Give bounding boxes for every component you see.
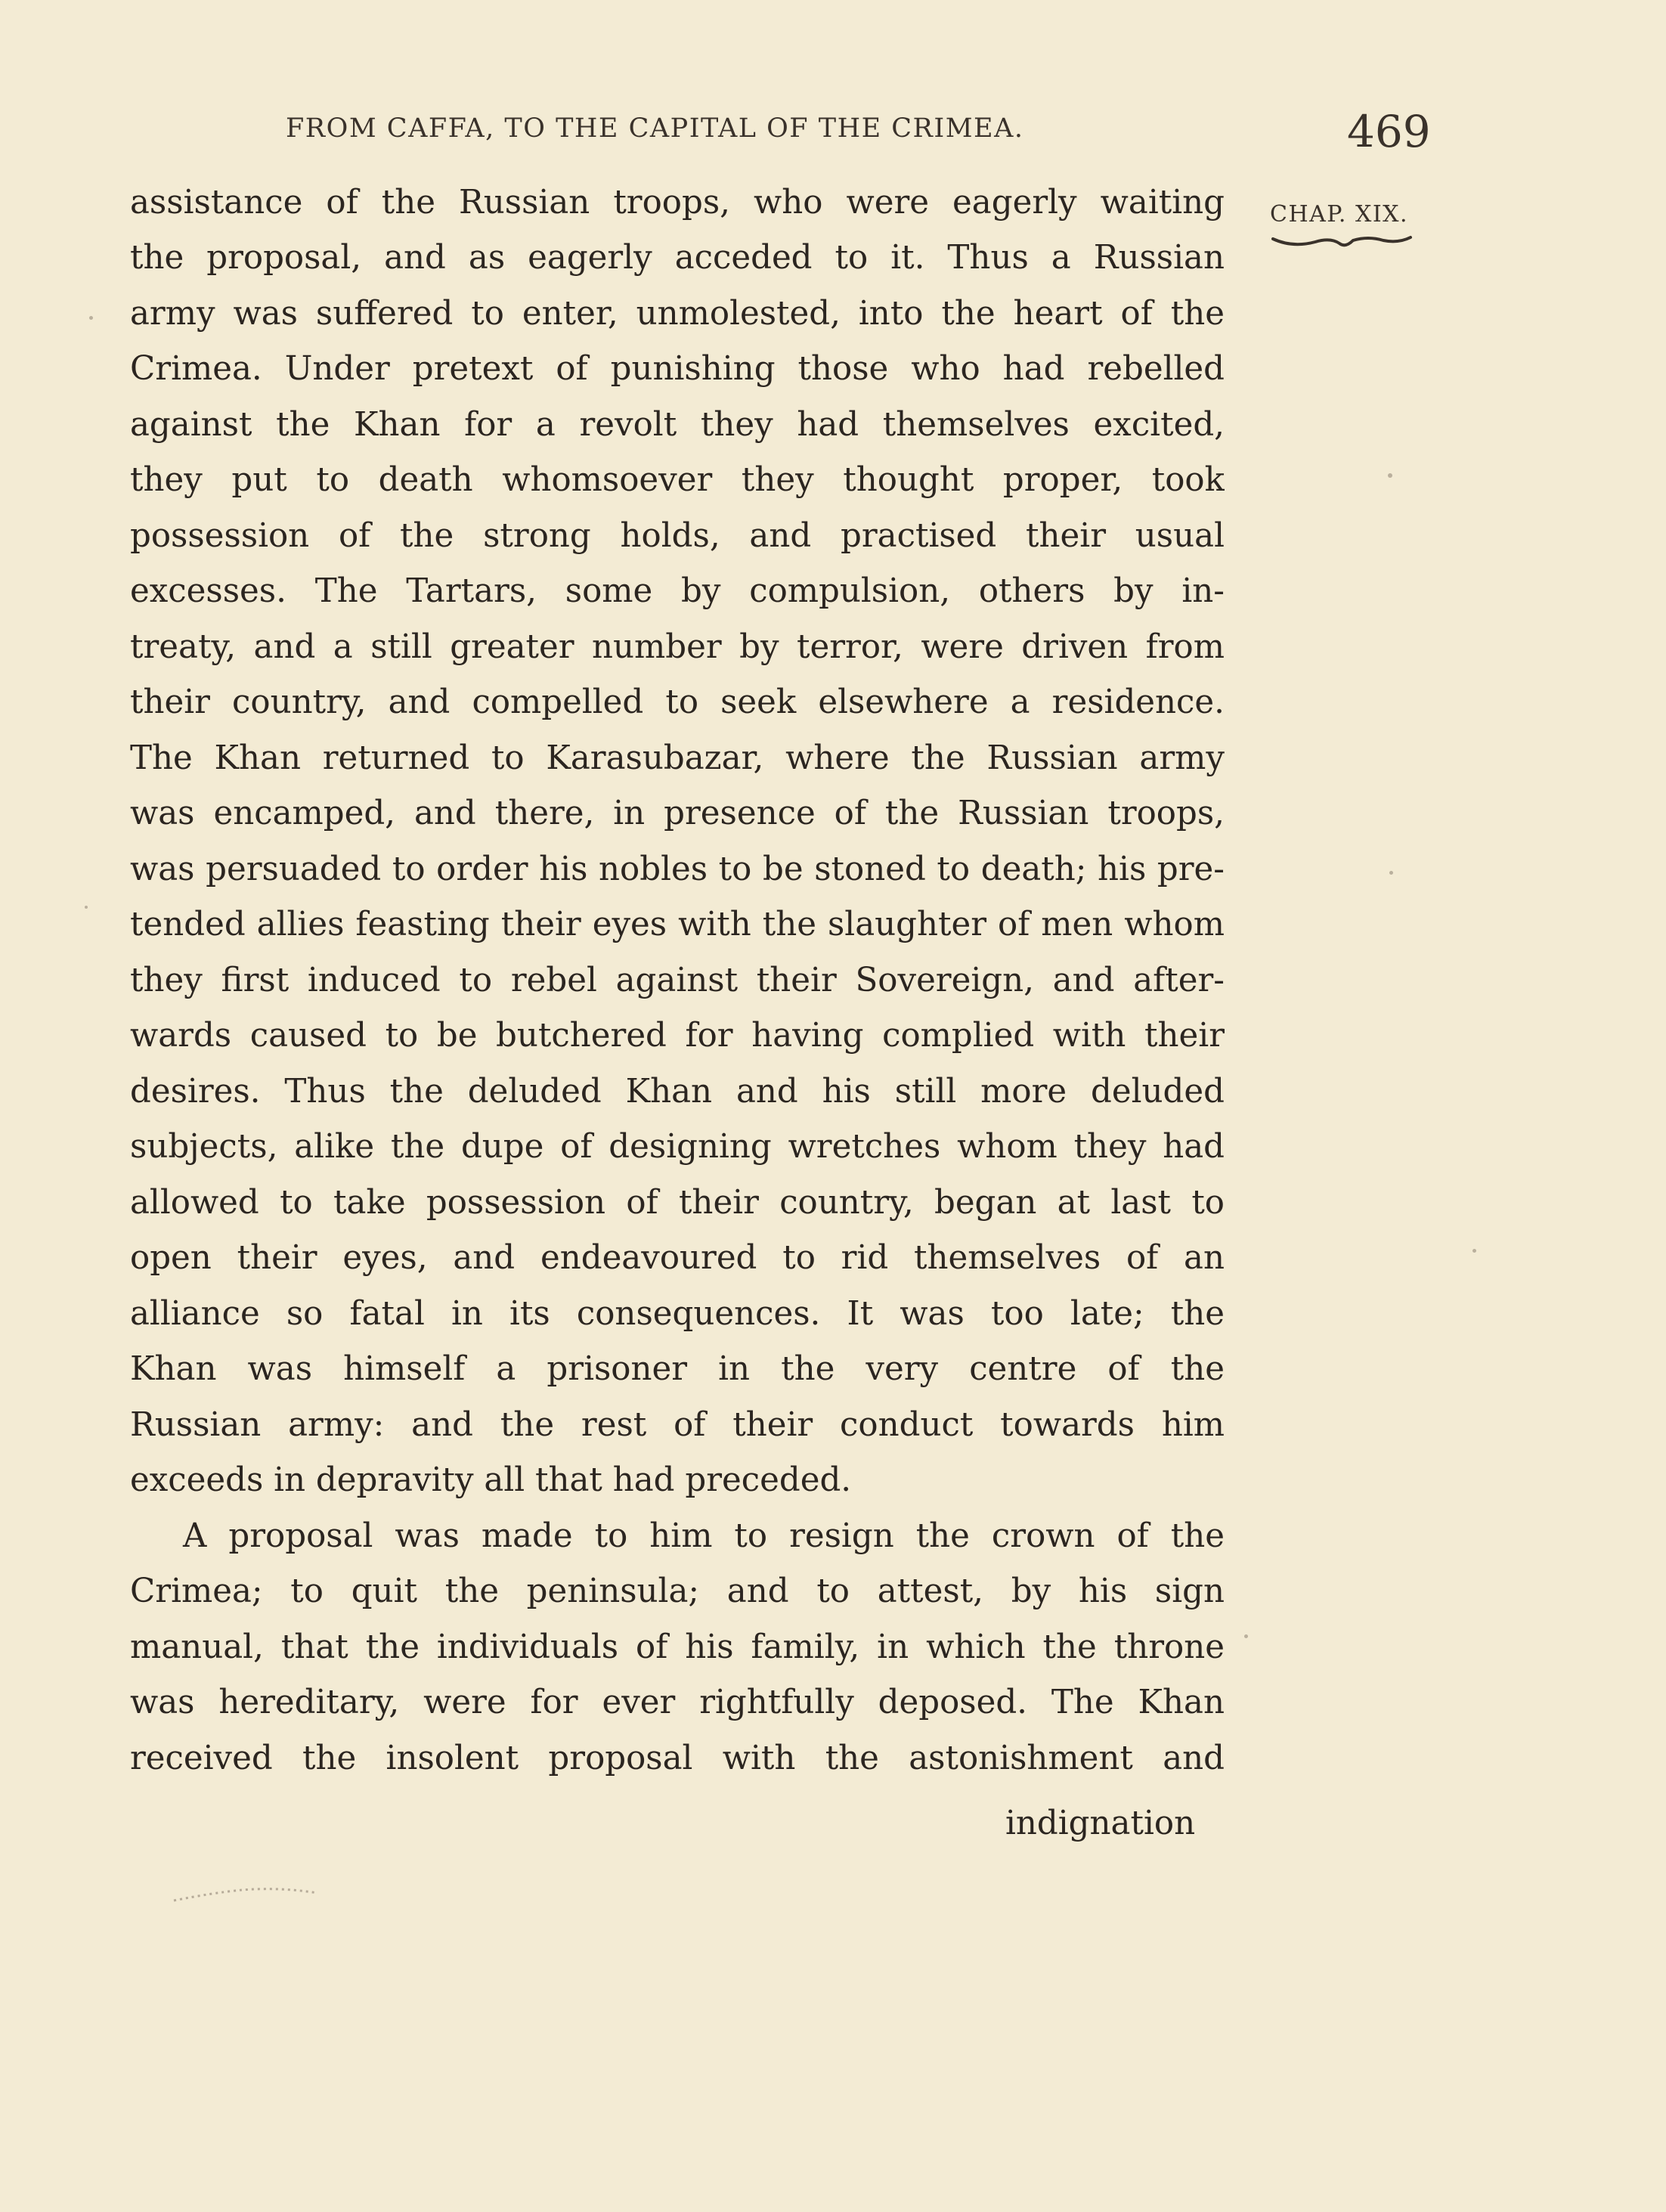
text-line: A proposal was made to him to resign the crown of the bbox=[183, 1517, 1225, 1555]
text-line: alliance so fatal in its consequences. It was too late; the bbox=[130, 1295, 1225, 1333]
running-head: FROM CAFFA, TO THE CAPITAL OF THE CRIMEA. bbox=[286, 113, 1024, 144]
chapter-flourish bbox=[1270, 231, 1414, 254]
text-line: Crimea; to quit the peninsula; and to attest, by his sign bbox=[130, 1572, 1225, 1610]
text-line: The Khan returned to Karasubazar, where the Russian army bbox=[130, 739, 1225, 777]
page-number: 469 bbox=[1347, 106, 1431, 157]
text-line: treaty, and a still greater number by terror, were driven from bbox=[130, 628, 1225, 666]
ink-smudge bbox=[166, 1882, 340, 1905]
paper-speck bbox=[1388, 473, 1392, 478]
catchword: indignation bbox=[1005, 1805, 1196, 1842]
paper-speck bbox=[85, 906, 88, 909]
text-line: Crimea. Under pretext of punishing those who had rebelled bbox=[130, 350, 1225, 388]
text-line: assistance of the Russian troops, who were eagerly waiting bbox=[130, 184, 1225, 222]
text-line: allowed to take possession of their country, began at last to bbox=[130, 1184, 1225, 1222]
text-line: desires. Thus the deluded Khan and his still more deluded bbox=[130, 1073, 1225, 1111]
text-line: received the insolent proposal with the astonishment and bbox=[130, 1740, 1225, 1777]
text-line: wards caused to be butchered for having complied with their bbox=[130, 1017, 1225, 1055]
text-line: was encamped, and there, in presence of the Russian troops, bbox=[130, 795, 1225, 832]
text-line: open their eyes, and endeavoured to rid themselves of an bbox=[130, 1239, 1225, 1277]
text-line: against the Khan for a revolt they had themselves excited, bbox=[130, 406, 1225, 444]
chapter-label: CHAP. XIX. bbox=[1270, 201, 1409, 228]
text-line: subjects, alike the dupe of designing wretches whom they had bbox=[130, 1128, 1225, 1166]
paper-speck bbox=[1389, 871, 1393, 875]
text-line: the proposal, and as eagerly acceded to it. Thus a Russian bbox=[130, 239, 1225, 277]
paper-speck bbox=[89, 316, 93, 320]
paper-speck bbox=[1244, 1634, 1248, 1638]
text-line: was persuaded to order his nobles to be stoned to death; his pre- bbox=[130, 850, 1225, 888]
text-line: their country, and compelled to seek elsewhere a residence. bbox=[130, 683, 1225, 721]
text-line: they first induced to rebel against their Sovereign, and after- bbox=[130, 962, 1225, 999]
text-line: Khan was himself a prisoner in the very centre of the bbox=[130, 1350, 1225, 1388]
paper-speck bbox=[1472, 1249, 1476, 1253]
text-line: Russian army: and the rest of their conduct towards him bbox=[130, 1406, 1225, 1444]
text-line: possession of the strong holds, and practised their usual bbox=[130, 517, 1225, 555]
text-line: exceeds in depravity all that had preceded. bbox=[130, 1461, 852, 1499]
text-line: was hereditary, were for ever rightfully deposed. The Khan bbox=[130, 1684, 1225, 1721]
text-line: army was suffered to enter, unmolested, into the heart of the bbox=[130, 295, 1225, 333]
text-line: they put to death whomsoever they thought proper, took bbox=[130, 461, 1225, 499]
text-line: manual, that the individuals of his family, in which the throne bbox=[130, 1628, 1225, 1666]
text-line: tended allies feasting their eyes with the slaughter of men whom bbox=[130, 906, 1225, 943]
text-line: excesses. The Tartars, some by compulsion, others by in- bbox=[130, 572, 1225, 610]
